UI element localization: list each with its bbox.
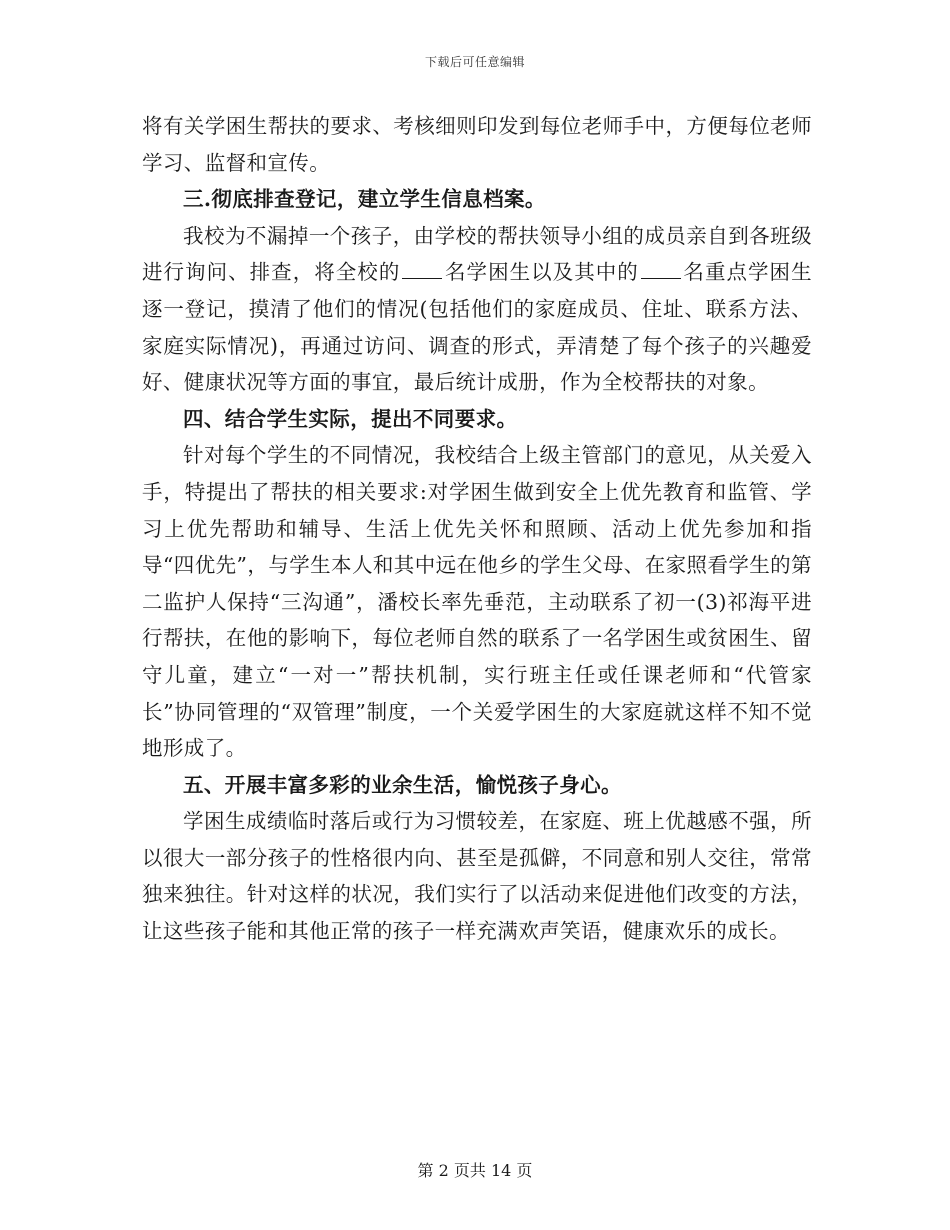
document-body xyxy=(142,108,812,950)
paragraph-registration xyxy=(142,218,812,401)
paragraph-text: 我校为不漏掉一个孩子，由学校的帮扶领导小组的成员亲自到各班级进行询问、排查，将全校的 xyxy=(142,223,812,285)
fill-blank xyxy=(402,258,442,280)
paragraph-activities: 学困生成绩临时落后或行为习惯较差，在家庭、班上优越感不强，所以很大一部分孩子的性格很内向、甚至是孤僻，不同意和别人交往，常常独来独往。针对这样的状况，我们实行了以活动来促进他们改变的方法，让这些孩子能和其他正常的孩子一样充满欢声笑语，健康欢乐的成长。 xyxy=(142,809,812,944)
section-heading-3: 三.彻底排查登记，建立学生信息档案。 xyxy=(183,187,546,212)
paragraph-requirements: 针对每个学生的不同情况，我校结合上级主管部门的意见，从关爱入手，特提出了帮扶的相关要求:对学困生做到安全上优先教育和监管、学习上优先帮助和辅导、生活上优先关怀和照顾、活动上优先参加和指导“四优先”，与学生本人和其中远在他乡的学生父母、在家照看学生的第二监护人保持“三沟通”，潘校长率先垂范，主动联系了初一(3)祁海平进行帮扶，在他的影响下，每位老师自然的联系了一名学困生或贫困生、留守儿童，建立“一对一”帮扶机制，实行班主任或任课老师和“代管家长”协同管理的“双管理”制度，一个关爱学困生的大家庭就这样不知不觉地形成了。 xyxy=(142,443,812,761)
fill-blank xyxy=(641,258,681,280)
section-heading-5: 五、开展丰富多彩的业余生活，愉悦孩子身心。 xyxy=(183,772,622,797)
page-footer: 第 2 页共 14 页 xyxy=(417,1161,533,1180)
paragraph-continuation: 将有关学困生帮扶的要求、考核细则印发到每位老师手中，方便每位老师学习、监督和宣传。 xyxy=(142,114,812,175)
section-heading-4: 四、结合学生实际，提出不同要求。 xyxy=(183,406,518,431)
paragraph-text: 名学困生以及其中的 xyxy=(444,260,639,285)
paragraph-text: 名重点学困生逐一登记，摸清了他们的情况(包括他们的家庭成员、住址、联系方法、家庭实际情况)，再通过访问、调查的形式，弄清楚了每个孩子的兴趣爱好、健康状况等方面的事宜，最后统计成册，作为全校帮扶的对象。 xyxy=(142,260,812,395)
page-header: 下载后可任意编辑 xyxy=(424,55,525,69)
